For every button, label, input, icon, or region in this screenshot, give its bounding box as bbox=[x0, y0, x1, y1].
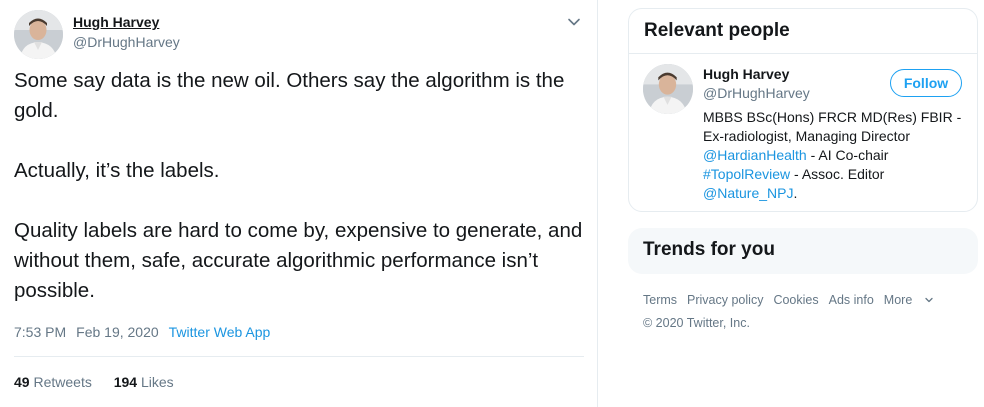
tweet-date[interactable]: Feb 19, 2020 bbox=[76, 324, 159, 340]
person-name[interactable]: Hugh Harvey bbox=[703, 66, 790, 82]
footer-link-terms[interactable]: Terms bbox=[643, 293, 678, 307]
tweet-time[interactable]: 7:53 PM bbox=[14, 324, 67, 340]
footer-more-label: More bbox=[883, 293, 913, 307]
retweets-label: Retweets bbox=[33, 374, 92, 390]
divider bbox=[14, 356, 584, 357]
tweet-paragraph: Some say data is the new oil. Others say the algorithm is the gold. bbox=[14, 69, 565, 122]
footer-more-button[interactable] bbox=[884, 293, 934, 307]
likes-count: 194 bbox=[113, 374, 138, 390]
footer-links bbox=[643, 293, 944, 307]
relevant-people-card bbox=[628, 8, 978, 212]
avatar-photo-icon bbox=[14, 10, 63, 59]
footer-link-cookies[interactable]: Cookies bbox=[773, 293, 819, 307]
paragraph-gap bbox=[14, 126, 584, 156]
person-handle[interactable]: @DrHughHarvey bbox=[703, 85, 810, 101]
bio-text: - AI Co-chair bbox=[806, 147, 889, 163]
tweet-paragraph: Quality labels are hard to come by, expensive to generate, and without them, safe, accurate algorithmic performance isn’t possible. bbox=[14, 219, 583, 302]
tweet-paragraph: Actually, it’s the labels. bbox=[14, 159, 220, 182]
person-bio bbox=[703, 108, 965, 203]
tweet-stats bbox=[14, 374, 174, 390]
bio-mention-link[interactable]: @HardianHealth bbox=[703, 147, 807, 163]
bio-mention-link[interactable]: @Nature_NPJ bbox=[703, 185, 794, 201]
tweet-text bbox=[14, 66, 584, 306]
bio-text: . bbox=[793, 185, 798, 201]
bio-text: - Assoc. Editor bbox=[790, 166, 885, 182]
author-name[interactable]: Hugh Harvey bbox=[73, 14, 160, 30]
footer-link-privacy[interactable]: Privacy policy bbox=[687, 293, 764, 307]
author-avatar[interactable] bbox=[14, 10, 63, 59]
footer-link-ads-info[interactable]: Ads info bbox=[828, 293, 874, 307]
chevron-down-icon[interactable] bbox=[566, 14, 582, 30]
retweets-count: 49 bbox=[14, 374, 30, 390]
bio-text: MBBS BSc(Hons) FRCR MD(Res) FBIR - Ex-radiologist, Managing Director bbox=[703, 109, 962, 144]
relevant-people-title: Relevant people bbox=[644, 20, 790, 41]
bio-hashtag-link[interactable]: #TopolReview bbox=[703, 166, 791, 182]
chevron-down-icon bbox=[924, 295, 934, 305]
person-avatar[interactable] bbox=[643, 64, 693, 114]
likes-label: Likes bbox=[140, 374, 174, 390]
author-handle[interactable]: @DrHughHarvey bbox=[73, 34, 180, 50]
paragraph-gap bbox=[14, 186, 584, 216]
retweets-stat[interactable] bbox=[14, 374, 92, 390]
source-app-link[interactable]: Twitter Web App bbox=[168, 324, 271, 340]
trends-title: Trends for you bbox=[643, 239, 775, 260]
tweet-meta bbox=[14, 324, 270, 340]
trends-card bbox=[628, 228, 978, 274]
likes-stat[interactable] bbox=[114, 374, 174, 390]
follow-button[interactable]: Follow bbox=[890, 69, 962, 97]
divider bbox=[629, 53, 977, 54]
avatar-photo-icon bbox=[643, 64, 693, 114]
copyright: © 2020 Twitter, Inc. bbox=[643, 316, 750, 330]
